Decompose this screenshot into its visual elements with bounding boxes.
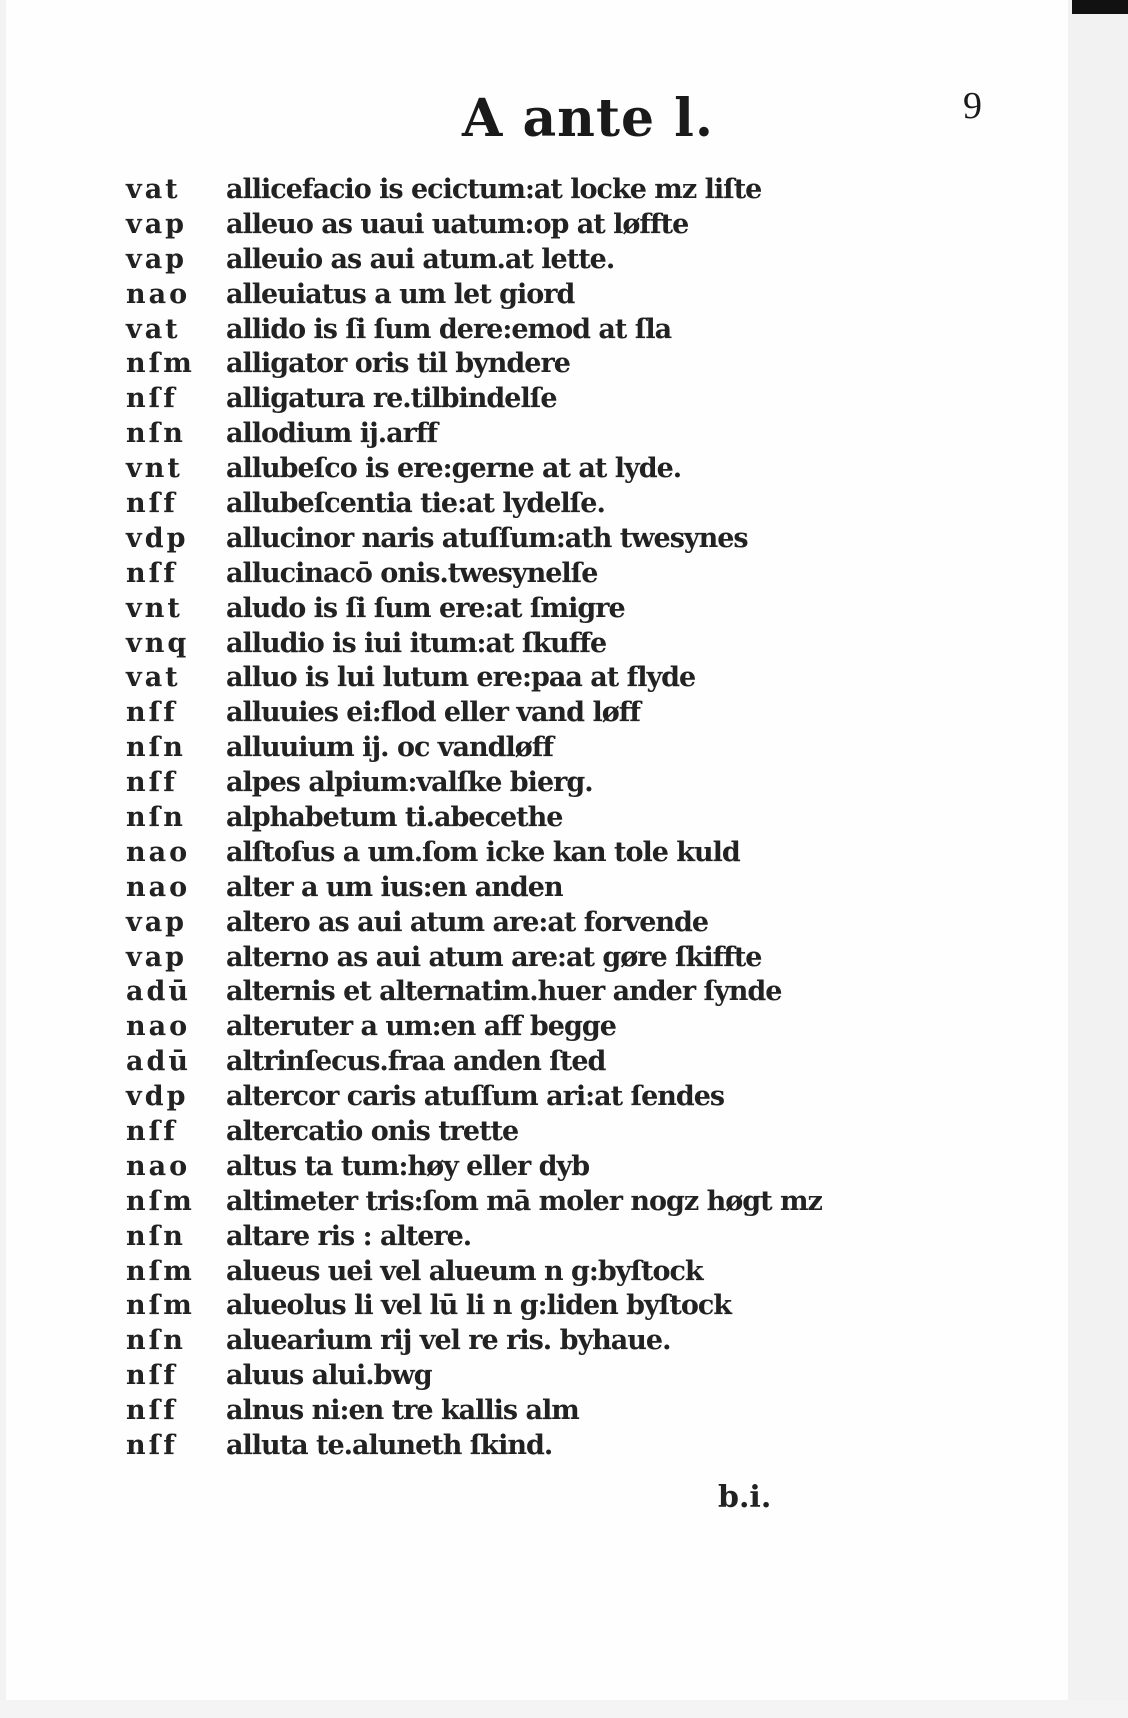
dictionary-entry — [126, 940, 946, 975]
dictionary-entry — [126, 974, 946, 1009]
entry-text: alluo is lui lutum ere:paa at flyde — [226, 662, 696, 694]
entry-text: altercatio onis trette — [226, 1115, 519, 1147]
dictionary-entry — [126, 1114, 946, 1149]
grammar-code: nſn — [126, 1325, 186, 1357]
dictionary-entry — [126, 416, 946, 451]
grammar-code: nſn — [126, 801, 186, 833]
entry-text: altare ris : altere. — [226, 1220, 472, 1252]
grammar-code: nſm — [126, 1255, 195, 1287]
entry-text: allucinacō onis.twesynelſe — [226, 557, 598, 589]
entry-text: alleuiatus a um let giord — [226, 278, 575, 310]
entry-text: alſtoſus a um.ſom icke kan tole kuld — [226, 836, 740, 868]
dictionary-entry — [126, 1184, 946, 1219]
entry-text: allodium ij.arff — [226, 418, 438, 450]
dictionary-entry — [126, 695, 946, 730]
grammar-code: nſn — [126, 1220, 186, 1252]
dictionary-entry — [126, 521, 946, 556]
entry-text: alueus uei vel alueum n g:byſtock — [226, 1255, 703, 1287]
grammar-code: nſn — [126, 418, 186, 450]
dictionary-entry — [126, 1254, 946, 1289]
grammar-code: nſf — [126, 1395, 178, 1427]
page-number: 9 — [963, 85, 982, 127]
dictionary-entry — [126, 905, 946, 940]
entry-text: alpes alpium:valſke bierg. — [226, 767, 593, 799]
grammar-code: vap — [126, 208, 188, 240]
entry-text: alludio is iui itum:at ſkuffe — [226, 627, 607, 659]
entry-text: alter a um ius:en anden — [226, 871, 563, 903]
grammar-code: nſf — [126, 767, 178, 799]
scan-corner-mark — [1072, 0, 1128, 14]
entry-text: alnus ni:en tre kallis alm — [226, 1395, 579, 1427]
grammar-code: nſm — [126, 1290, 195, 1322]
entry-text: altus ta tum:høy eller dyb — [226, 1150, 590, 1182]
dictionary-entry — [126, 242, 946, 277]
dictionary-entry — [126, 1219, 946, 1254]
grammar-code: vap — [126, 243, 188, 275]
dictionary-entry — [126, 1079, 946, 1114]
entry-text: alligatura re.tilbindelſe — [226, 383, 557, 415]
grammar-code: nſf — [126, 383, 178, 415]
dictionary-entry — [126, 835, 946, 870]
dictionary-entry — [126, 1323, 946, 1358]
dictionary-entry — [126, 765, 946, 800]
entry-text: alphabetum ti.abecethe — [226, 801, 563, 833]
dictionary-entry — [126, 591, 946, 626]
grammar-code: vat — [126, 313, 181, 345]
grammar-code: nſf — [126, 1430, 178, 1461]
entry-text: alligator oris til byndere — [226, 348, 570, 380]
entry-text: alleuio as aui atum.at lette. — [226, 243, 615, 275]
dictionary-entry — [126, 207, 946, 242]
entry-text: aludo is ſi ſum ere:at ſmigre — [226, 592, 625, 624]
grammar-code: vat — [126, 173, 181, 205]
grammar-code: nſm — [126, 348, 195, 380]
entry-text: alleuo as uaui uatum:op at løffte — [226, 208, 689, 240]
entry-text: alteruter a um:en aff begge — [226, 1011, 616, 1043]
dictionary-entry — [126, 1393, 946, 1428]
grammar-code: nao — [126, 1011, 191, 1043]
entry-text: altercor caris atuſſum ari:at ſendes — [226, 1081, 725, 1113]
grammar-code: nſf — [126, 1360, 178, 1392]
entry-text: allido is ſi ſum dere:emod at ſla — [226, 313, 672, 345]
grammar-code: nao — [126, 836, 191, 868]
dictionary-entry — [126, 172, 946, 207]
dictionary-entry — [126, 556, 946, 591]
entry-text: allicefacio is ecictum:at locke mz liſte — [226, 173, 762, 205]
scan-edge-right — [1068, 0, 1128, 1718]
dictionary-entry — [126, 381, 946, 416]
entry-text: alternis et alternatim.huer ander ſynde — [226, 976, 782, 1008]
grammar-code: nſf — [126, 697, 178, 729]
dictionary-entry — [126, 1289, 946, 1324]
grammar-code: nao — [126, 1150, 191, 1182]
entry-text: altrinſecus.fraa anden ſted — [226, 1046, 606, 1078]
grammar-code: vdp — [126, 1081, 189, 1113]
dictionary-entry — [126, 1149, 946, 1184]
dictionary-entry — [126, 870, 946, 905]
grammar-code: vnt — [126, 592, 183, 624]
dictionary-entry — [126, 626, 946, 661]
grammar-code: nao — [126, 278, 191, 310]
entry-text: alluuium ij. oc vandløff — [226, 732, 553, 764]
grammar-code: vap — [126, 906, 188, 938]
dictionary-entry — [126, 312, 946, 347]
entry-text: alluuies ei:flod eller vand løff — [226, 697, 640, 729]
entry-text: alluta te.aluneth ſkind. — [226, 1430, 553, 1461]
grammar-code: vnt — [126, 453, 183, 485]
dictionary-entry — [126, 1009, 946, 1044]
dictionary-entry — [126, 1428, 946, 1463]
dictionary-entry — [126, 660, 946, 695]
grammar-code: adū — [126, 1046, 192, 1078]
entry-text: alueolus li vel lū li n g:liden byſtock — [226, 1290, 731, 1322]
grammar-code: nſf — [126, 1115, 178, 1147]
grammar-code: nſf — [126, 557, 178, 589]
grammar-code: vnq — [126, 627, 190, 659]
signature-mark: b.i. — [718, 1480, 772, 1515]
grammar-code: nſn — [126, 732, 186, 764]
entry-text: aluus alui.bwg — [226, 1360, 432, 1392]
grammar-code: vdp — [126, 522, 189, 554]
running-head: A ante l. — [462, 88, 715, 149]
dictionary-entry — [126, 1358, 946, 1393]
grammar-code: adū — [126, 976, 192, 1008]
dictionary-entry — [126, 486, 946, 521]
dictionary-entry — [126, 800, 946, 835]
dictionary-entry — [126, 730, 946, 765]
grammar-code: nſm — [126, 1185, 195, 1217]
entry-text: allubeſcentia tie:at lydelſe. — [226, 487, 605, 519]
entry-text: altero as aui atum are:at forvende — [226, 906, 709, 938]
dictionary-entry — [126, 451, 946, 486]
grammar-code: vap — [126, 941, 188, 973]
entry-text: allucinor naris atuſſum:ath twesynes — [226, 522, 748, 554]
scan-edge-bottom — [0, 1700, 1128, 1718]
entry-text: alterno as aui atum are:at gøre ſkiffte — [226, 941, 762, 973]
entry-list — [126, 172, 946, 1463]
entry-text: allubeſco is ere:gerne at at lyde. — [226, 453, 682, 485]
dictionary-entry — [126, 277, 946, 312]
dictionary-entry — [126, 346, 946, 381]
dictionary-entry — [126, 1044, 946, 1079]
grammar-code: nao — [126, 871, 191, 903]
entry-text: altimeter tris:ſom mā moler nogz høgt mz — [226, 1185, 822, 1217]
grammar-code: vat — [126, 662, 181, 694]
grammar-code: nſf — [126, 487, 178, 519]
entry-text: aluearium rij vel re ris. byhaue. — [226, 1325, 671, 1357]
dictionary-page — [6, 0, 1068, 1700]
